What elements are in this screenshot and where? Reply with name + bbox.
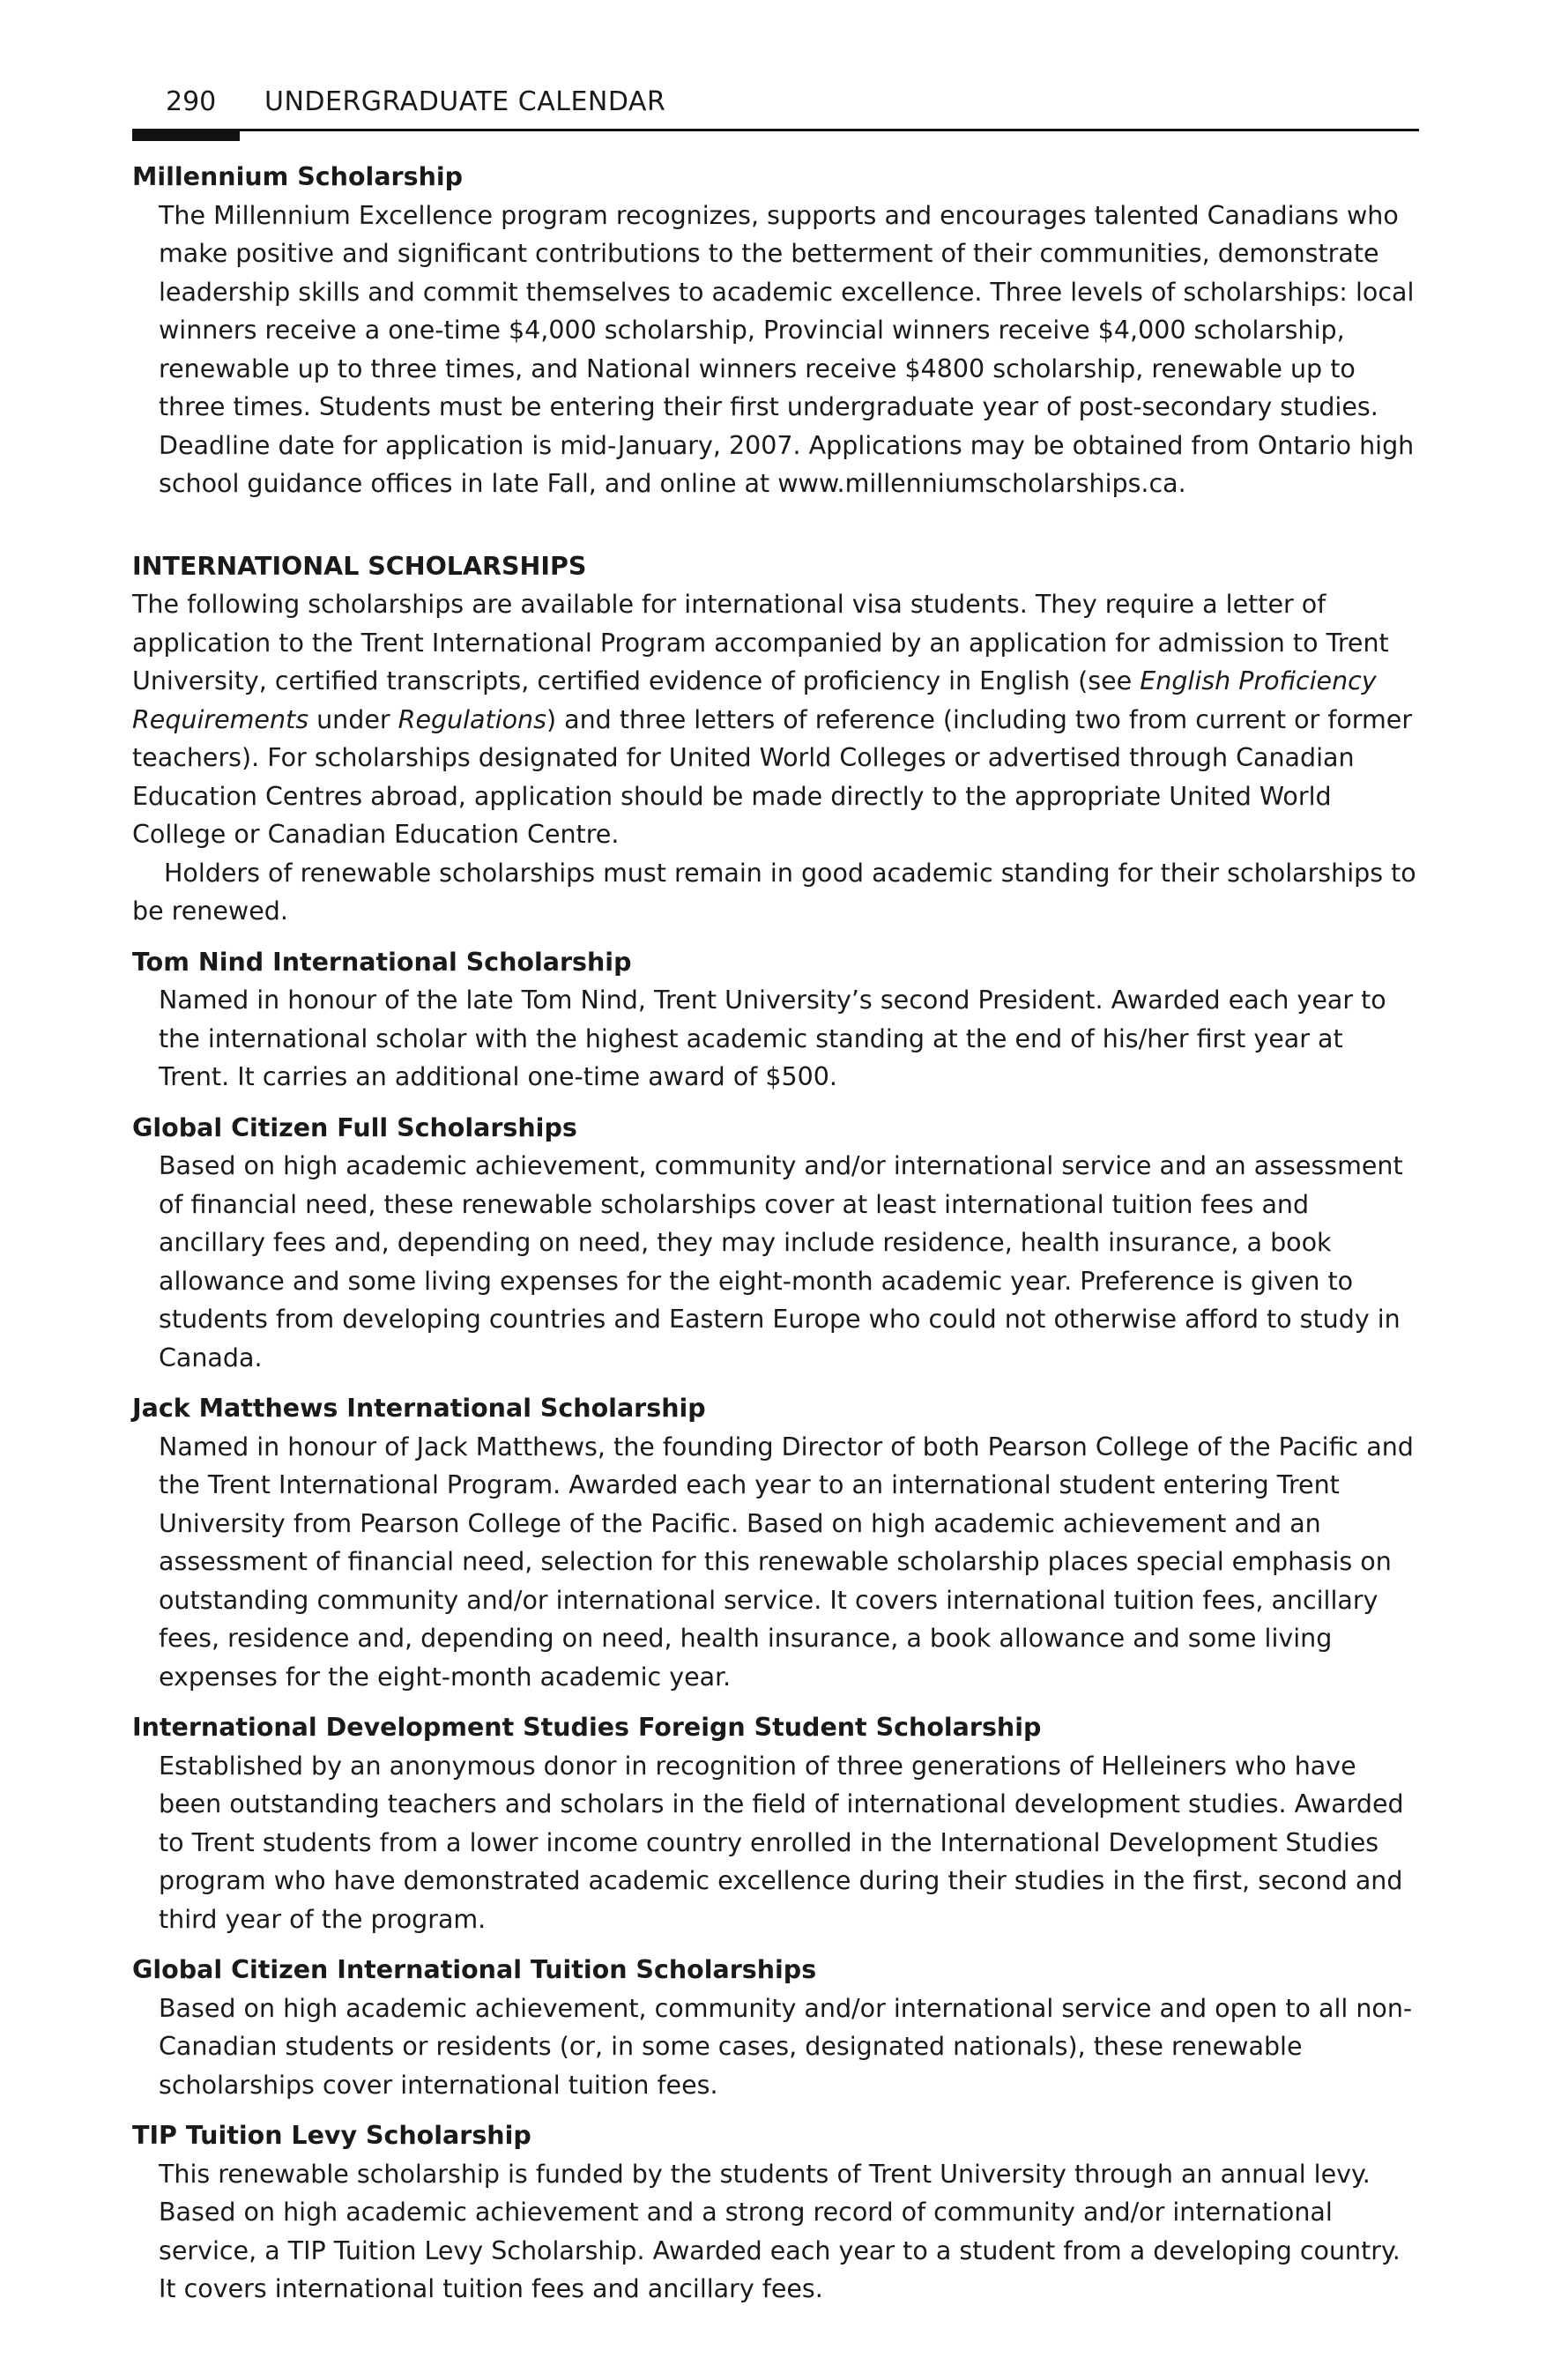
section-renewal-note: Holders of renewable scholarships must remain in good academic standing for their scholarships to be renewed. — [132, 858, 1416, 926]
scholarship-title: International Development Studies Foreign Student Scholarship — [132, 1713, 1042, 1742]
running-title: UNDERGRADUATE CALENDAR — [264, 86, 666, 117]
scholarship-title: Global Citizen International Tuition Scholarships — [132, 1955, 817, 1984]
running-head — [132, 79, 1419, 131]
intro-italic-1: English Proficiency Requirements — [132, 666, 1377, 734]
scholarship-description: Named in honour of the late Tom Nind, Trent University’s second President. Awarded each year to the international scholar with the highest academic standing at the end of his/her first year at Trent. It carries an additional one-time award of $500. — [159, 985, 1386, 1091]
scholarship-entry — [132, 1708, 1419, 1938]
scholarship-description: Based on high academic achievement, community and/or international service and an assessment of financial need, these renewable scholarships cover at least international tuition fees and ancillary fees and, depending on need, they may include residence, health insurance, a book allowance and some living expenses for the eight-month academic year. Preference is given to students from developing countries and Eastern Europe who could not otherwise afford to study in Canada. — [159, 1151, 1403, 1372]
scholarship-entry — [132, 1951, 1419, 2104]
calendar-page — [132, 79, 1419, 2321]
scholarship-title: Millennium Scholarship — [132, 162, 464, 191]
scholarship-title: Tom Nind International Scholarship — [132, 947, 632, 977]
page-number: 290 — [166, 86, 217, 117]
intro-text-2: under — [308, 704, 398, 734]
scholarship-title: Global Citizen Full Scholarships — [132, 1112, 577, 1142]
scholarship-description: Named in honour of Jack Matthews, the founding Director of both Pearson College of the Pacific and the Trent International Program. Awarded each year to an international student entering Trent University from Pearson College of the Pacific. Based on high academic achievement and an assessment of financial need, selection for this renewable scholarship places special emphasis on outstanding community and/or international service. It covers international tuition fees, ancillary fees, residence and, depending on need, health insurance, a book allowance and some living expenses for the eight-month academic year. — [159, 1432, 1414, 1692]
header-rule-bar — [132, 130, 240, 141]
section-intro — [132, 585, 1419, 854]
scholarship-entry-millennium — [132, 158, 1419, 503]
scholarship-title: TIP Tuition Levy Scholarship — [132, 2121, 531, 2150]
scholarship-entry — [132, 2116, 1419, 2309]
scholarship-description: Based on high academic achievement, community and/or international service and open to all non-Canadian students or residents (or, in some cases, designated nationals), these renewable scholarships cover international tuition fees. — [159, 1993, 1413, 2100]
intro-text-3: ) and three letters of reference (including two from current or former teachers). For scholarships designated for United World Colleges or advertised through Canadian Education Centres abroad, application should be made directly to the appropriate United World College or Canadian Education Centre. — [132, 704, 1413, 849]
scholarship-entry — [132, 1109, 1419, 1378]
scholarship-title: Jack Matthews International Scholarship — [132, 1394, 706, 1423]
scholarship-description: This renewable scholarship is funded by the students of Trent University through an annual levy. Based on high academic achievement and a strong record of community and/or international service, a TIP Tuition Levy Scholarship. Awarded each year to a student from a developing country. It covers international tuition fees and ancillary fees. — [159, 2159, 1401, 2303]
section-heading-international: INTERNATIONAL SCHOLARSHIPS — [132, 551, 587, 581]
scholarship-description: The Millennium Excellence program recognizes, supports and encourages talented Canadians who make positive and significant contributions to the betterment of their communities, demonstrate leadership skills and commit themselves to academic excellence. Three levels of scholarships: local winners receive a one-time $4,000 scholarship, Provincial winners receive $4,000 scholarship, renewable up to three times, and National winners receive $4800 scholarship, renewable up to three times. Students must be entering their first undergraduate year of post-secondary studies. Deadline date for application is mid-January, 2007. Applications may be obtained from Ontario high school guidance offices in late Fall, and online at www.millenniumscholarships.ca. — [159, 200, 1415, 498]
scholarship-description: Established by an anonymous donor in recognition of three generations of Helleiners who have been outstanding teachers and scholars in the field of international development studies. Awarded to Trent students from a lower income country enrolled in the International Development Studies program who have demonstrated academic excellence during their studies in the first, second and third year of the program. — [159, 1751, 1404, 1934]
scholarship-entry — [132, 943, 1419, 1097]
intro-text-1: The following scholarships are available for international visa students. They require a letter of application to the Trent International Program accompanied by an application for admission to Trent University, certified transcripts, certified evidence of proficiency in English (see — [132, 590, 1389, 695]
intro-italic-2: Regulations — [398, 704, 546, 734]
page-content — [132, 131, 1419, 2309]
scholarship-entry — [132, 1389, 1419, 1696]
